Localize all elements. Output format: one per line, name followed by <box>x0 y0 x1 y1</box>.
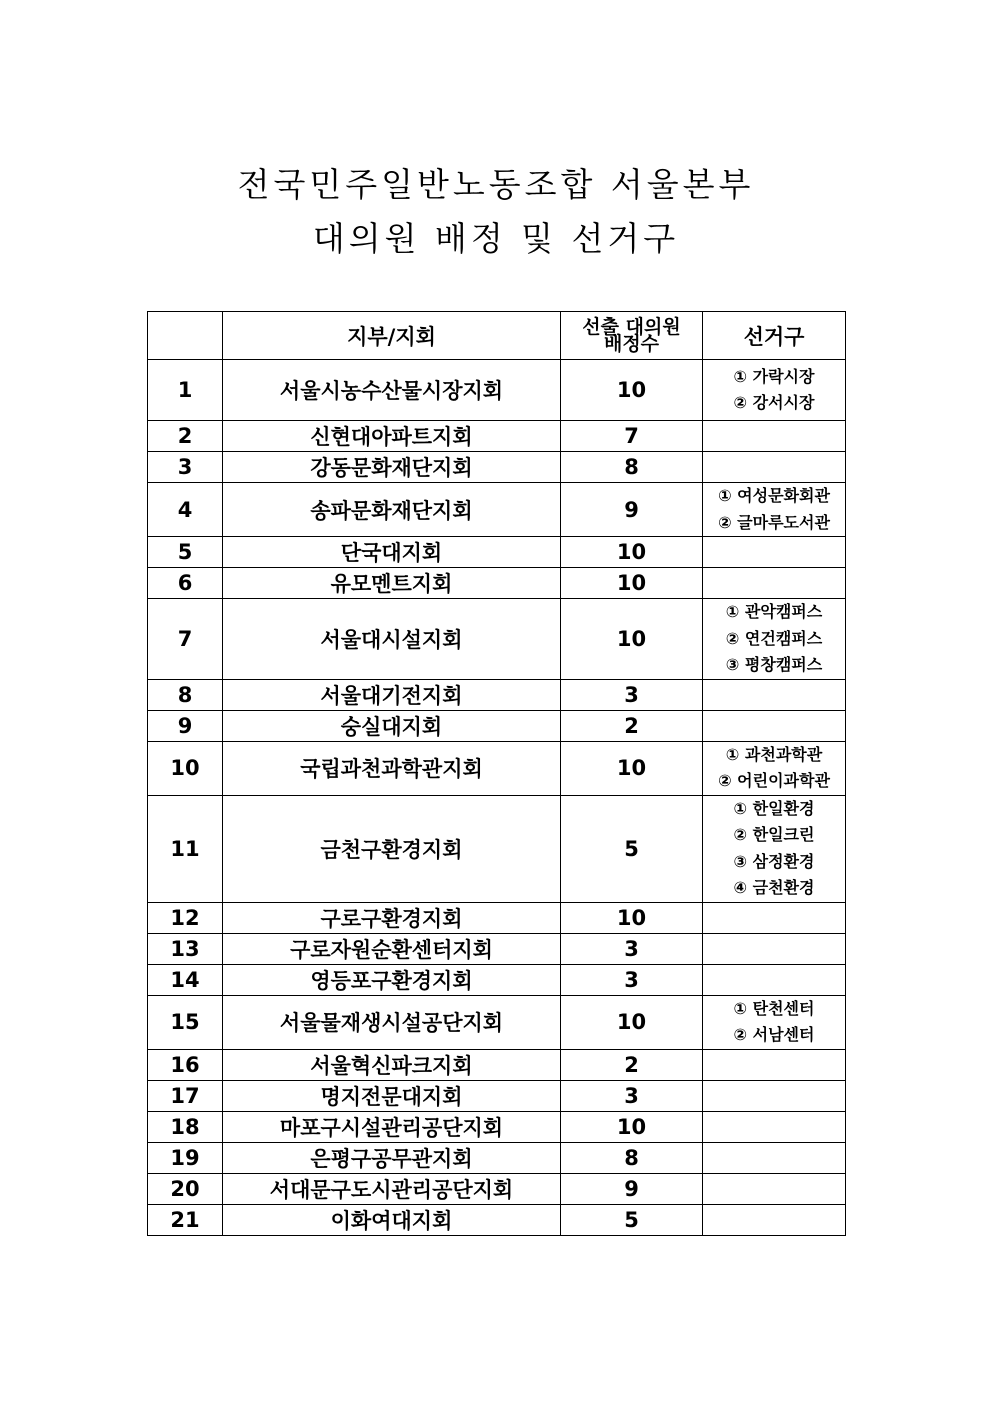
district-item: ① 탄천센터 <box>733 998 815 1018</box>
branch-name: 이화여대지회 <box>223 1204 561 1235</box>
branch-name: 구로자원순환센터지회 <box>223 933 561 964</box>
branch-name: 강동문화재단지회 <box>223 452 561 483</box>
delegate-count: 9 <box>561 1173 703 1204</box>
delegate-count: 10 <box>561 360 703 421</box>
district-item: ① 여성문화회관 <box>718 486 830 505</box>
district-cell <box>703 1111 846 1142</box>
district-cell <box>703 964 846 995</box>
district-item: ③ 삼정환경 <box>733 851 815 871</box>
delegate-count: 10 <box>561 902 703 933</box>
branch-name: 영등포구환경지회 <box>223 964 561 995</box>
branch-name: 단국대지회 <box>223 537 561 568</box>
district-item: ② 서남센터 <box>733 1025 815 1044</box>
delegate-count: 10 <box>561 995 703 1049</box>
table-row <box>148 679 846 710</box>
district-cell <box>703 741 846 795</box>
row-number: 8 <box>148 679 223 710</box>
district-cell <box>703 1204 846 1235</box>
branch-name: 은평구공무관지회 <box>223 1142 561 1173</box>
delegate-count: 5 <box>561 795 703 902</box>
header-row <box>148 312 846 360</box>
row-number: 19 <box>148 1142 223 1173</box>
table-row <box>148 741 846 795</box>
table-row <box>148 1080 846 1111</box>
row-number: 17 <box>148 1080 223 1111</box>
table-row <box>148 537 846 568</box>
branch-name: 송파문화재단지회 <box>223 483 561 537</box>
delegate-count: 10 <box>561 741 703 795</box>
branch-name: 서울시농수산물시장지회 <box>223 360 561 421</box>
header-district: 선거구 <box>703 312 846 360</box>
delegate-count: 8 <box>561 452 703 483</box>
row-number: 18 <box>148 1111 223 1142</box>
table-row <box>148 483 846 537</box>
branch-name: 서대문구도시관리공단지회 <box>223 1173 561 1204</box>
row-number: 11 <box>148 795 223 902</box>
document-title <box>0 158 992 266</box>
row-number: 10 <box>148 741 223 795</box>
row-number: 6 <box>148 568 223 599</box>
district-item: ③ 평창캠퍼스 <box>725 655 823 674</box>
district-item: ② 글마루도서관 <box>718 512 830 532</box>
branch-name: 신현대아파트지회 <box>223 421 561 452</box>
delegate-count: 10 <box>561 537 703 568</box>
table-row <box>148 452 846 483</box>
district-cell <box>703 902 846 933</box>
district-cell <box>703 537 846 568</box>
district-cell <box>703 679 846 710</box>
row-number: 5 <box>148 537 223 568</box>
delegate-count: 3 <box>561 964 703 995</box>
branch-name: 마포구시설관리공단지회 <box>223 1111 561 1142</box>
district-item: ② 어린이과학관 <box>718 771 830 790</box>
table-row <box>148 795 846 902</box>
table-row <box>148 1049 846 1080</box>
table-row <box>148 421 846 452</box>
row-number: 4 <box>148 483 223 537</box>
row-number: 14 <box>148 964 223 995</box>
district-item: ② 강서시장 <box>733 393 815 412</box>
district-cell <box>703 1142 846 1173</box>
district-item: ② 한일크린 <box>733 825 815 844</box>
table-row <box>148 599 846 680</box>
row-number: 3 <box>148 452 223 483</box>
branch-name: 서울대기전지회 <box>223 679 561 710</box>
header-count-line2: 배정수 <box>603 332 660 355</box>
branch-name: 서울물재생시설공단지회 <box>223 995 561 1049</box>
row-number: 2 <box>148 421 223 452</box>
district-cell <box>703 452 846 483</box>
branch-name: 명지전문대지회 <box>223 1080 561 1111</box>
district-cell <box>703 795 846 902</box>
table-row <box>148 1111 846 1142</box>
table-row <box>148 1142 846 1173</box>
table-row <box>148 964 846 995</box>
table-body <box>148 360 846 1236</box>
title-line-2: 대의원 배정 및 선거구 <box>312 219 680 258</box>
district-cell <box>703 995 846 1049</box>
header-count-line1: 선출 대의원 <box>582 315 681 338</box>
branch-name: 숭실대지회 <box>223 710 561 741</box>
row-number: 1 <box>148 360 223 421</box>
district-cell <box>703 568 846 599</box>
branch-name: 유모멘트지회 <box>223 568 561 599</box>
row-number: 21 <box>148 1204 223 1235</box>
district-item: ① 관악캠퍼스 <box>725 602 823 621</box>
row-number: 20 <box>148 1173 223 1204</box>
delegate-count: 3 <box>561 1080 703 1111</box>
district-cell <box>703 1173 846 1204</box>
district-item: ② 연건캠퍼스 <box>725 628 823 648</box>
title-line-1: 전국민주일반노동조합 서울본부 <box>237 165 755 204</box>
table-row <box>148 360 846 421</box>
district-cell <box>703 1049 846 1080</box>
header-branch: 지부/지회 <box>223 312 561 360</box>
district-cell <box>703 933 846 964</box>
allocation-table <box>147 311 846 1236</box>
table-row <box>148 995 846 1049</box>
row-number: 15 <box>148 995 223 1049</box>
branch-name: 금천구환경지회 <box>223 795 561 902</box>
row-number: 13 <box>148 933 223 964</box>
delegate-count: 2 <box>561 710 703 741</box>
row-number: 9 <box>148 710 223 741</box>
delegate-count: 3 <box>561 933 703 964</box>
district-item: ① 한일환경 <box>733 798 815 818</box>
delegate-count: 8 <box>561 1142 703 1173</box>
table-row <box>148 902 846 933</box>
table-row <box>148 933 846 964</box>
row-number: 16 <box>148 1049 223 1080</box>
delegate-count: 10 <box>561 568 703 599</box>
district-cell <box>703 421 846 452</box>
district-cell <box>703 599 846 680</box>
district-cell <box>703 710 846 741</box>
row-number: 7 <box>148 599 223 680</box>
header-no <box>148 312 223 360</box>
table-row <box>148 568 846 599</box>
table-row <box>148 1204 846 1235</box>
district-item: ④ 금천환경 <box>733 878 815 897</box>
delegate-count: 10 <box>561 599 703 680</box>
delegate-count: 7 <box>561 421 703 452</box>
branch-name: 국립과천과학관지회 <box>223 741 561 795</box>
district-item: ① 가락시장 <box>733 366 815 386</box>
table-row <box>148 710 846 741</box>
delegate-count: 10 <box>561 1111 703 1142</box>
district-cell <box>703 483 846 537</box>
district-cell <box>703 360 846 421</box>
delegate-count: 9 <box>561 483 703 537</box>
delegate-count: 2 <box>561 1049 703 1080</box>
row-number: 12 <box>148 902 223 933</box>
table-row <box>148 1173 846 1204</box>
branch-name: 서울대시설지회 <box>223 599 561 680</box>
delegate-count: 5 <box>561 1204 703 1235</box>
branch-name: 서울혁신파크지회 <box>223 1049 561 1080</box>
branch-name: 구로구환경지회 <box>223 902 561 933</box>
header-count <box>561 312 703 360</box>
district-cell <box>703 1080 846 1111</box>
district-item: ① 과천과학관 <box>725 744 823 764</box>
delegate-count: 3 <box>561 679 703 710</box>
